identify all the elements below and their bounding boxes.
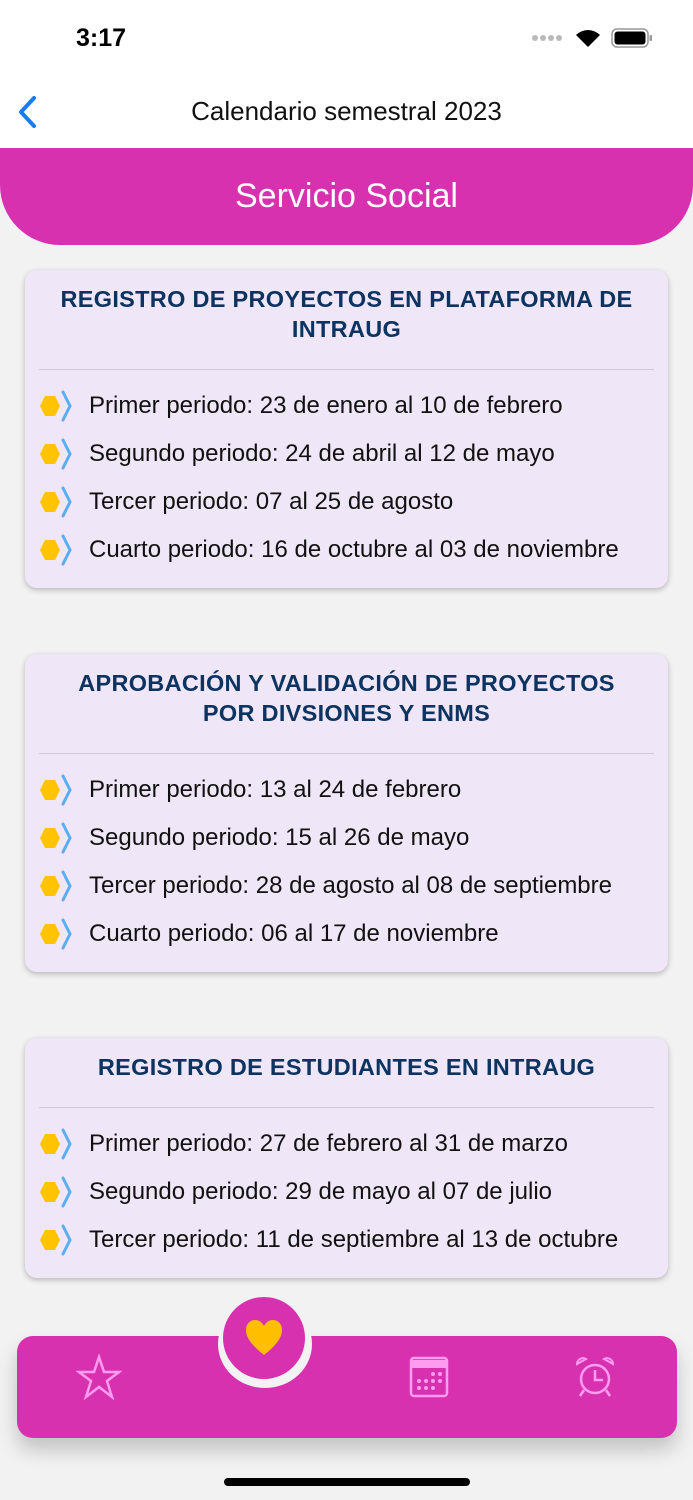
calendar-card bbox=[25, 270, 668, 588]
tab-alarm-icon[interactable] bbox=[572, 1354, 618, 1400]
card-title: REGISTRO DE PROYECTOS EN PLATAFORMA DE INTRAUG bbox=[60, 286, 633, 342]
tab-favorites-active[interactable] bbox=[223, 1297, 305, 1379]
period-item bbox=[39, 382, 654, 430]
wifi-icon bbox=[575, 28, 601, 48]
card-title: REGISTRO DE ESTUDIANTES EN INTRAUG bbox=[97, 1054, 596, 1080]
period-item bbox=[39, 814, 654, 862]
period-item bbox=[39, 1216, 654, 1264]
bullet-hexagon-chevron-icon bbox=[39, 820, 89, 856]
page-title: Calendario semestral 2023 bbox=[191, 96, 502, 126]
period-text: Segundo periodo: 15 al 26 de mayo bbox=[89, 824, 470, 851]
period-text: Cuarto periodo: 06 al 17 de noviembre bbox=[89, 920, 499, 947]
divider bbox=[39, 753, 654, 754]
tab-calendar-icon[interactable] bbox=[406, 1354, 452, 1400]
home-indicator bbox=[224, 1478, 470, 1486]
period-item bbox=[39, 766, 654, 814]
bullet-hexagon-chevron-icon bbox=[39, 484, 89, 520]
period-text: Tercer periodo: 07 al 25 de agosto bbox=[89, 488, 454, 515]
bullet-hexagon-chevron-icon bbox=[39, 1126, 89, 1162]
section-banner: Servicio Social bbox=[0, 148, 693, 245]
heart-icon bbox=[244, 1319, 284, 1357]
period-text: Segundo periodo: 29 de mayo al 07 de julio bbox=[89, 1178, 553, 1205]
bullet-hexagon-chevron-icon bbox=[39, 388, 89, 424]
signal-icon bbox=[531, 34, 565, 42]
period-item bbox=[39, 862, 654, 910]
calendar-card bbox=[25, 1038, 668, 1278]
period-text: Primer periodo: 27 de febrero al 31 de marzo bbox=[89, 1130, 568, 1157]
period-text: Primer periodo: 23 de enero al 10 de febrero bbox=[89, 392, 563, 419]
period-item bbox=[39, 430, 654, 478]
divider bbox=[39, 369, 654, 370]
divider bbox=[39, 1107, 654, 1108]
bullet-hexagon-chevron-icon bbox=[39, 1222, 89, 1258]
tab-star-icon[interactable] bbox=[76, 1354, 122, 1400]
calendar-card bbox=[25, 654, 668, 972]
period-item bbox=[39, 526, 654, 574]
period-text: Tercer periodo: 28 de agosto al 08 de septiembre bbox=[89, 872, 612, 899]
status-bar bbox=[0, 0, 693, 80]
bullet-hexagon-chevron-icon bbox=[39, 1174, 89, 1210]
battery-icon bbox=[611, 28, 653, 48]
calendar-scroll[interactable] bbox=[0, 245, 693, 1286]
bullet-hexagon-chevron-icon bbox=[39, 868, 89, 904]
period-item bbox=[39, 910, 654, 958]
period-item bbox=[39, 1168, 654, 1216]
period-item bbox=[39, 1120, 654, 1168]
status-icons bbox=[531, 28, 653, 48]
bullet-hexagon-chevron-icon bbox=[39, 436, 89, 472]
card-title: APROBACIÓN Y VALIDACIÓN DE PROYECTOS POR DIVSIONES Y ENMS bbox=[78, 670, 615, 726]
navigation-bar bbox=[0, 80, 693, 148]
bullet-hexagon-chevron-icon bbox=[39, 916, 89, 952]
period-item bbox=[39, 478, 654, 526]
period-text: Tercer periodo: 11 de septiembre al 13 de octubre bbox=[89, 1226, 619, 1253]
status-time: 3:17 bbox=[76, 24, 127, 52]
period-text: Segundo periodo: 24 de abril al 12 de mayo bbox=[89, 440, 555, 467]
period-text: Cuarto periodo: 16 de octubre al 03 de noviembre bbox=[89, 536, 619, 563]
bullet-hexagon-chevron-icon bbox=[39, 772, 89, 808]
period-text: Primer periodo: 13 al 24 de febrero bbox=[89, 776, 462, 803]
bullet-hexagon-chevron-icon bbox=[39, 532, 89, 568]
